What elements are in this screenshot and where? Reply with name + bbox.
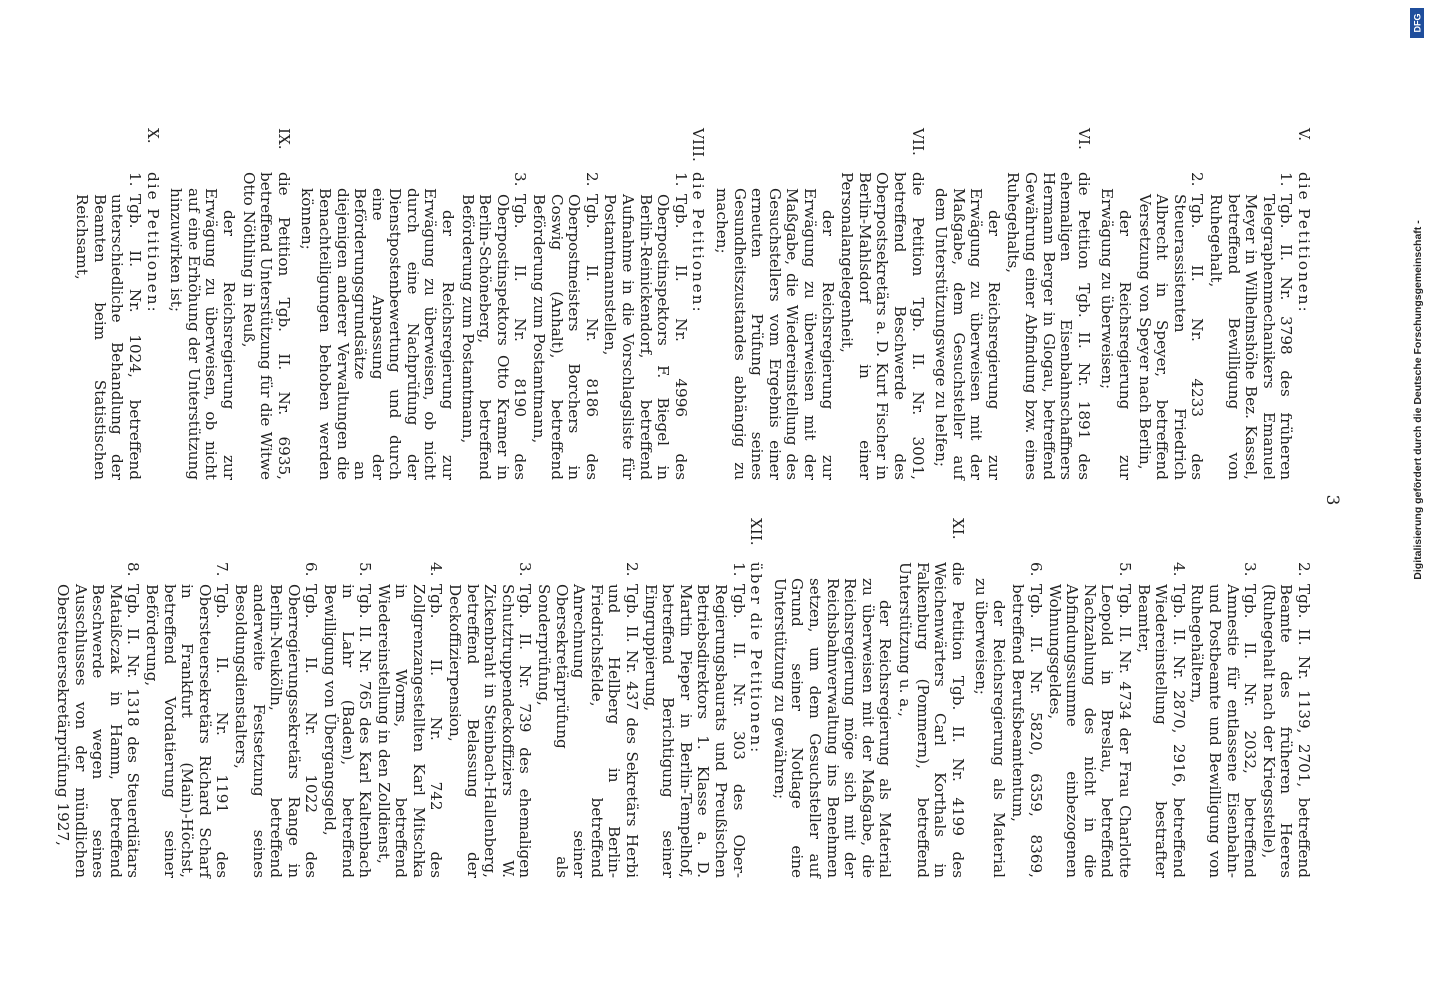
section-XII bbox=[53, 518, 764, 878]
list-item bbox=[1259, 562, 1312, 878]
list-item bbox=[320, 562, 373, 878]
section-heading: über die Petitionen: bbox=[747, 562, 766, 755]
item-number: 4. bbox=[427, 562, 446, 577]
section-heading: die Petitionen: bbox=[1295, 172, 1313, 314]
list-item bbox=[641, 562, 747, 878]
list-item bbox=[1045, 562, 1133, 878]
section-heading: die Petitionen: bbox=[689, 172, 708, 314]
item-number: 3. bbox=[511, 172, 530, 187]
item-text: Tgb. II. Nr. 1318 des Steuerdiätars Mataißczak in Hamm, betreffend Beschwerde wegen seines Ausschlusses von der mündlichen Obersteuersekretärprüfung 1927, bbox=[54, 584, 143, 878]
item-text: Tgb. II. Nr. 1022 des Oberregierungssekretärs Range in Berlin-Neukölln, betreffend anderweite Festsetzung seines Besoldungsdienstalters, bbox=[231, 584, 321, 878]
item-text: Tgb. II. Nr. 2032, betreffend Amnestie für entlassene Eisenbahn- und Postbeamte und Bewilligung von Ruhegehältern, bbox=[1188, 584, 1260, 878]
section-numeral: V. bbox=[1295, 128, 1313, 142]
item-number: 7. bbox=[213, 562, 232, 577]
list-item bbox=[53, 562, 141, 878]
item-number: 1. bbox=[729, 562, 748, 577]
section-numeral: IX. bbox=[274, 128, 293, 150]
section-numeral: XII. bbox=[747, 518, 766, 546]
section-heading: die Petitionen: bbox=[143, 172, 162, 314]
item-text: Tgb. II. Nr. 3798 des früheren Telegraphenmechanikers Emanuel Meyer in Wilhelmshöhe Bez. Kassel, betreffend Bewilligung von Ruhegehalt, bbox=[1207, 194, 1296, 480]
section-VIII bbox=[298, 128, 707, 480]
item-number: 2. bbox=[1295, 562, 1313, 577]
item-text: Tgb. II. Nr. 437 des Sekretärs Herbi und Hellberg in Berlin-Friedrichsfelde, betreffend Anrechnung seiner Obersekretärprüfung als Sonderprüfung, bbox=[535, 584, 642, 878]
petition-text: die Petition Tgb. II. Nr. 3001, betreffend Beschwerde des Oberpostsekretärs a. D. Kurt Fischer in Berlin-Mahlsdorf in einer Personalangelegenheit, bbox=[838, 172, 927, 480]
section-numeral: VII. bbox=[908, 128, 927, 156]
digitization-credit: Digitalisierung gefördert durch die Deutsche Forschungsgemeinschaft - bbox=[1412, 220, 1424, 580]
item-text: Tgb. II. Nr. 5820, 6359, 8369, betreffend Berufsbeamtentum, bbox=[1009, 584, 1046, 878]
digitization-credit-bar bbox=[1404, 0, 1432, 1000]
recommendation: der Reichsregierung zur Erwägung zu überweisen mit der Maßgabe, die Wiedereinstellung des Gesuchstellers vom Ergebnis einer erneuten Prüfung seines Gesundheitszustandes abhängig zu machen; bbox=[713, 188, 837, 480]
recommendation: der Reichsregierung zur Erwägung zu überweisen, ob nicht durch eine Nachprüfung der Dienstpostenbewertung und durch eine Anpassung der Beförderungsgrundsätze an diejenigen anderer Verwaltungen die Benachteiligungen behoben werden können; bbox=[298, 188, 458, 480]
item-number: 3. bbox=[516, 562, 535, 577]
item-number: 1. bbox=[1277, 172, 1296, 187]
section-X-continued bbox=[972, 518, 1312, 878]
list-item bbox=[601, 172, 689, 480]
list-item bbox=[1206, 172, 1294, 480]
list-item bbox=[1134, 562, 1187, 878]
item-text: Tgb. II. Nr. 739 des ehemaligen Schutztruppendeckoffiziers W. Zickenbraht in Steinbach-Hallenberg, betreffend Belassung der Deckoffizierpension, bbox=[446, 584, 535, 878]
item-number: 2. bbox=[1188, 172, 1207, 187]
section-numeral: X. bbox=[143, 128, 162, 144]
section-V bbox=[1098, 128, 1312, 480]
list-item bbox=[534, 562, 640, 878]
dfg-logo bbox=[1410, 8, 1424, 38]
petition-text: die Petition Tgb. II. Nr. 6935, betreffend Unterstützung für die Witwe Otto Nöthling in Reuß, bbox=[239, 172, 293, 480]
item-number: 1. bbox=[671, 172, 690, 187]
section-numeral: XI. bbox=[948, 518, 967, 540]
item-text: Tgb. II. Nr. 1024, betreffend unterschiedliche Behandlung der Beamten beim Statistischen Reichsamt, bbox=[73, 194, 144, 480]
item-number: 1. bbox=[126, 172, 144, 187]
section-numeral: VI. bbox=[1074, 128, 1093, 150]
item-number: 3. bbox=[1241, 562, 1260, 577]
list-item bbox=[73, 172, 143, 480]
item-text: Tgb. II. Nr. 4996 des Oberpostinspektors F. Biegel in Berlin-Reinickendorf, betreffend Aufnahme in die Vorschlagsliste für Postamtmannstellen, bbox=[601, 194, 690, 480]
section-X bbox=[73, 128, 161, 480]
item-text: Tgb. II. Nr. 303 des Ober-Regierungsbaurats und Preußischen Betriebsdirektors 1. Klasse a. D. Martin Pieper in Berlin-Tempelhof, betreffend Berichtigung seiner Eingruppierung, bbox=[641, 584, 748, 878]
item-text: Tgb. II. Nr. 765 des Karl Kaltenbach in Lahr (Baden), betreffend Bewilligung von Übergangsgeld, bbox=[320, 584, 375, 878]
item-text: Tgb. II. Nr. 4233 des Steuerassistenten Friedrich Albrecht in Speyer, betreffend Versetzung von Speyer nach Berlin, bbox=[1135, 194, 1207, 480]
recommendation: der Reichsregierung als Material zu überweisen; bbox=[972, 578, 1008, 878]
item-text: Tgb. II. Nr. 742 des Zollgrenzangestellten Karl Mitschka in Worms, betreffend Wiedereinstellung in den Zolldienst, bbox=[374, 584, 446, 878]
item-text: Tgb. II. Nr. 1191 des Obersteuersekretärs Richard Scharf in Frankfurt (Main)-Höchst, betreffend Vordatierung seiner Beförderung, bbox=[143, 584, 232, 878]
item-text: Tgb. II. Nr. 4734 der Frau Charlotte Leopold in Breslau, betreffend Nachzahlung des nicht in die Abfindungssumme einbezogenen Wohnungsgeldes, bbox=[1045, 584, 1135, 878]
item-number: 6. bbox=[302, 562, 321, 577]
dfg-logo-text: DFG bbox=[1412, 13, 1422, 33]
section-XI bbox=[770, 518, 966, 878]
list-item bbox=[458, 172, 528, 480]
item-number: 5. bbox=[1116, 562, 1135, 577]
list-item bbox=[374, 562, 444, 878]
item-number: 8. bbox=[124, 562, 143, 577]
item-number: 2. bbox=[623, 562, 642, 577]
item-text: Tgb. II. Nr. 1139, 2701, betreffend Beamte des früheren Heeres (Ruhegehalt nach der Kriegsstelle), bbox=[1259, 584, 1313, 878]
item-number: 6. bbox=[1027, 562, 1046, 577]
list-item bbox=[1135, 172, 1205, 480]
left-column bbox=[67, 128, 1312, 480]
item-number: 4. bbox=[1169, 562, 1188, 577]
page-number: 3 bbox=[1322, 494, 1342, 506]
right-column bbox=[47, 518, 1312, 878]
recommendation: der Reichsregierung zur Erwägung zu überweisen; bbox=[1098, 188, 1135, 480]
section-VI bbox=[932, 128, 1092, 480]
list-item bbox=[529, 172, 599, 480]
list-item bbox=[1188, 562, 1258, 878]
recommendation: der Reichsregierung zur Erwägung zu überweisen mit der Maßgabe, dem Gesuchsteller auf dem Unterstützungswege zu helfen; bbox=[932, 188, 1003, 480]
recommendation: der Reichsregierung als Material zu überweisen mit der Maßgabe, die Reichsregierung möge sich mit der Reichsbahnverwaltung ins Benehmen setzen, um dem Gesuchsteller auf Grund seiner Notlage eine Unterstützung zu gewähren; bbox=[770, 578, 895, 878]
list-item bbox=[231, 562, 319, 878]
item-text: Tgb. II. Nr. 8190 des Oberpostinspektors Otto Kramer in Berlin-Schöneberg, betreffend Beförderung zum Postamtmann, bbox=[458, 194, 530, 480]
section-VII bbox=[712, 128, 925, 480]
list-item bbox=[446, 562, 534, 878]
item-number: 5. bbox=[356, 562, 375, 577]
section-numeral: VIII. bbox=[689, 128, 708, 162]
petition-text: die Petition Tgb. II. Nr. 1891 des ehemaligen Eisenbahnschaffners Hermann Berger in Glogau, betreffend Gewährung einer Abfindung bzw. eines Ruhegehalts, bbox=[1004, 172, 1093, 480]
item-number: 2. bbox=[582, 172, 601, 187]
item-text: Tgb. II. Nr. 2870, 2916, betreffend Wiedereinstellung bestrafter Beamter, bbox=[1134, 584, 1188, 878]
recommendation: der Reichsregierung zur Erwägung zu überweisen, ob nicht auf eine Erhöhung der Unterstützung hinzuwirken ist; bbox=[167, 188, 238, 480]
list-item bbox=[1009, 562, 1044, 878]
list-item bbox=[142, 562, 230, 878]
section-IX bbox=[167, 128, 292, 480]
petition-text: die Petition Tgb. II. Nr. 4199 des Weichenwärters Carl Korthals in Falkenburg (Pommern), betreffend Unterstützung u. a., bbox=[895, 562, 967, 878]
item-text: Tgb. II. Nr. 8186 des Oberpostmeisters Borchers in Coswig (Anhalt), betreffend Beförderung zum Postamtmann, bbox=[530, 194, 601, 480]
